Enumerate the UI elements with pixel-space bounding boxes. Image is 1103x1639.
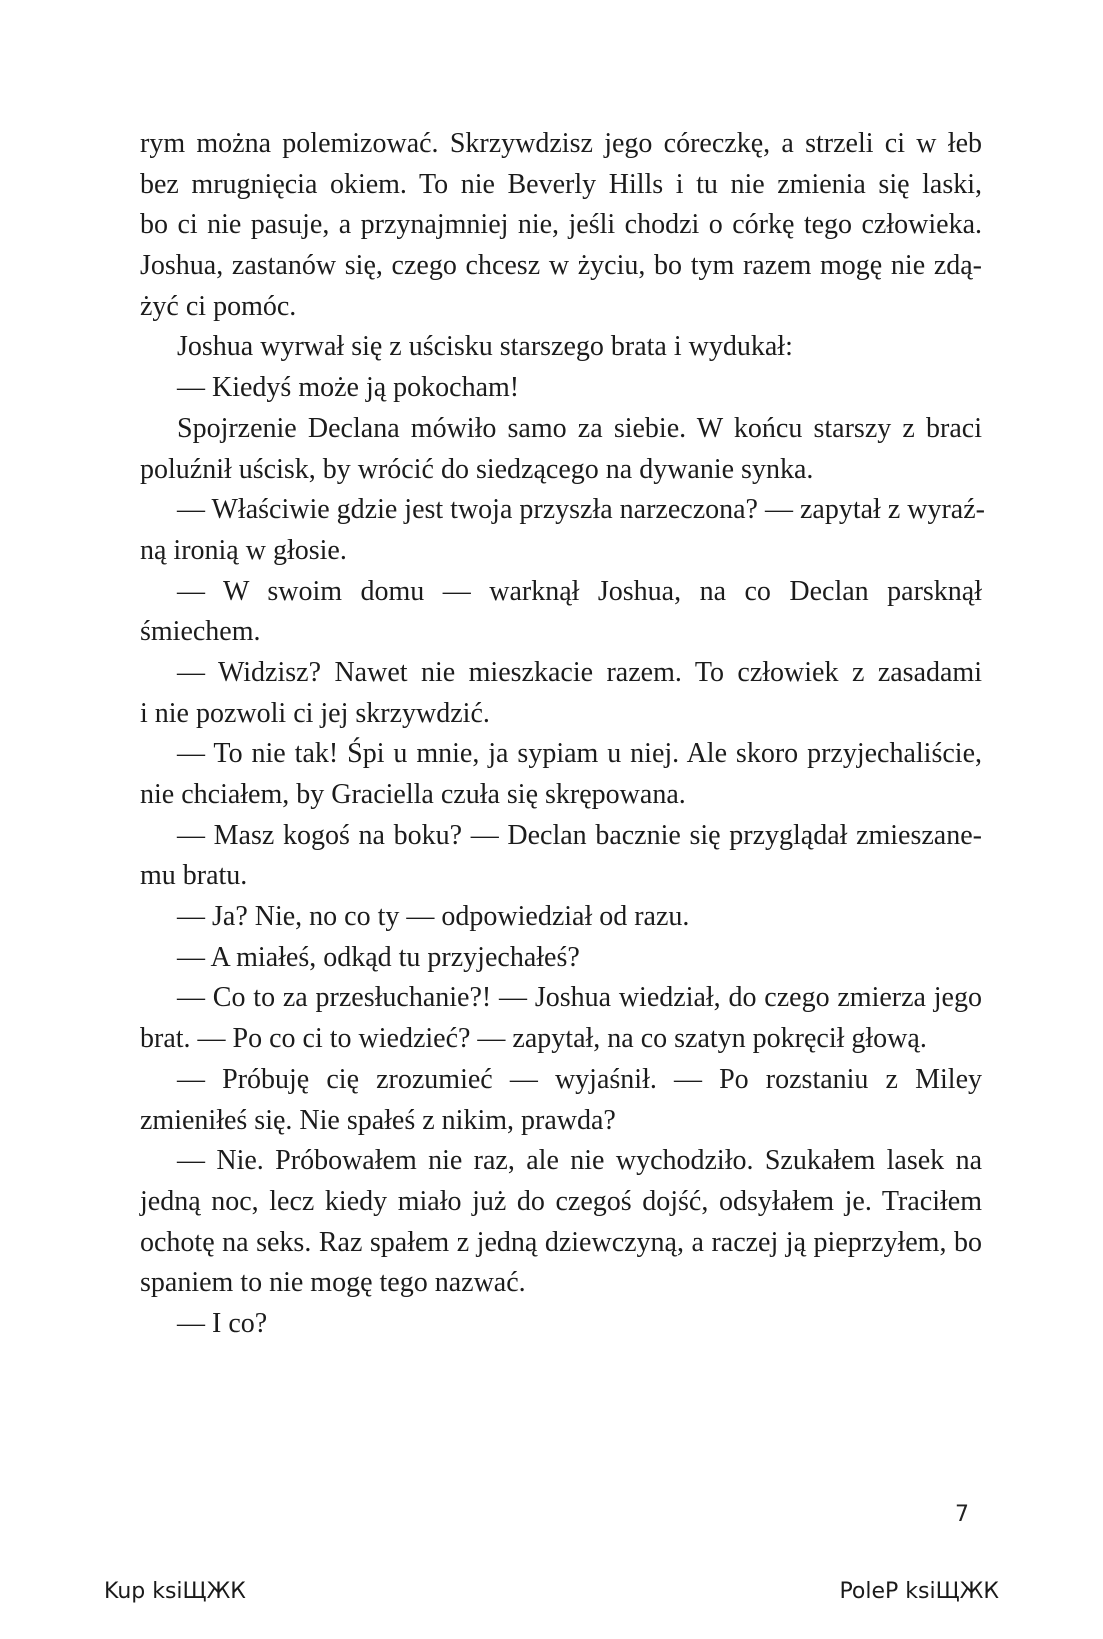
text-line: zmieniłeś się. Nie spałeś z nikim, prawda? bbox=[140, 1104, 616, 1136]
text-line: — Co to za przesłuchanie?! — Joshua wiedział, do czego zmierza jego bbox=[177, 982, 982, 1014]
text-line: — W swoim domu — warknął Joshua, na co Declan parsknął bbox=[177, 575, 982, 607]
text-line: — Nie. Próbowałem nie raz, ale nie wychodziło. Szukałem lasek na bbox=[177, 1145, 982, 1177]
text-line: ochotę na seks. Raz spałem z jedną dziewczyną, a raczej ją pieprzyłem, bo bbox=[140, 1226, 982, 1258]
text-line: i nie pozwoli ci jej skrzywdzić. bbox=[140, 697, 490, 729]
text-line: bez mrugnięcia okiem. To nie Beverly Hills i tu nie zmienia się laski, bbox=[140, 168, 982, 200]
page-number: 7 bbox=[955, 1502, 969, 1527]
text-line: — Próbuję cię zrozumieć — wyjaśnił. — Po rozstaniu z Miley bbox=[177, 1063, 982, 1095]
text-line: — I co? bbox=[177, 1307, 268, 1339]
text-line: ną ironią w głosie. bbox=[140, 534, 347, 566]
text-line: brat. — Po co ci to wiedzieć? — zapytał, na co szatyn pokręcił głową. bbox=[140, 1023, 927, 1055]
text-line: — To nie tak! Śpi u mnie, ja sypiam u niej. Ale skoro przyjechaliście, bbox=[177, 738, 982, 770]
text-line: poluźnił uścisk, by wrócić do siedzącego na dywanie synka. bbox=[140, 453, 814, 485]
text-line: żyć ci pomóc. bbox=[140, 290, 297, 322]
buy-book-link[interactable]: Kup ksiЩЖК bbox=[104, 1579, 246, 1604]
text-line: — A miałeś, odkąd tu przyjechałeś? bbox=[177, 941, 580, 973]
rate-book-link[interactable]: PoleР ksiЩЖК bbox=[839, 1579, 999, 1604]
text-line: Joshua wyrwał się z uścisku starszego brata i wydukał: bbox=[177, 331, 793, 363]
text-line: — Masz kogoś na boku? — Declan bacznie się przyglądał zmieszane- bbox=[177, 819, 982, 851]
text-line: Joshua, zastanów się, czego chcesz w życiu, bo tym razem mogę nie zdą- bbox=[140, 250, 982, 282]
text-line: śmiechem. bbox=[140, 616, 261, 648]
text-line: nie chciałem, by Graciella czuła się skrępowana. bbox=[140, 779, 686, 810]
text-line: mu bratu. bbox=[140, 860, 248, 892]
text-line: — Kiedyś może ją pokocham! bbox=[177, 372, 520, 404]
text-line: — Właściwie gdzie jest twoja przyszła narzeczona? — zapytał z wyraź- bbox=[177, 494, 985, 526]
text-line: spaniem to nie mogę tego nazwać. bbox=[140, 1267, 526, 1299]
text-line: jedną noc, lecz kiedy miało już do czegoś dojść, odsyłałem je. Traciłem bbox=[140, 1185, 982, 1217]
text-line: — Widzisz? Nawet nie mieszkacie razem. To człowiek z zasadami bbox=[177, 656, 982, 688]
text-line: Spojrzenie Declana mówiło samo za siebie. W końcu starszy z braci bbox=[177, 412, 982, 444]
text-line: bo ci nie pasuje, a przynajmniej nie, jeśli chodzi o córkę tego człowieka. bbox=[140, 209, 982, 241]
body-text bbox=[140, 124, 985, 1345]
text-line: — Ja? Nie, no co ty — odpowiedział od razu. bbox=[177, 901, 690, 933]
text-line: rym można polemizować. Skrzywdzisz jego córeczkę, a strzeli ci w łeb bbox=[140, 128, 982, 159]
